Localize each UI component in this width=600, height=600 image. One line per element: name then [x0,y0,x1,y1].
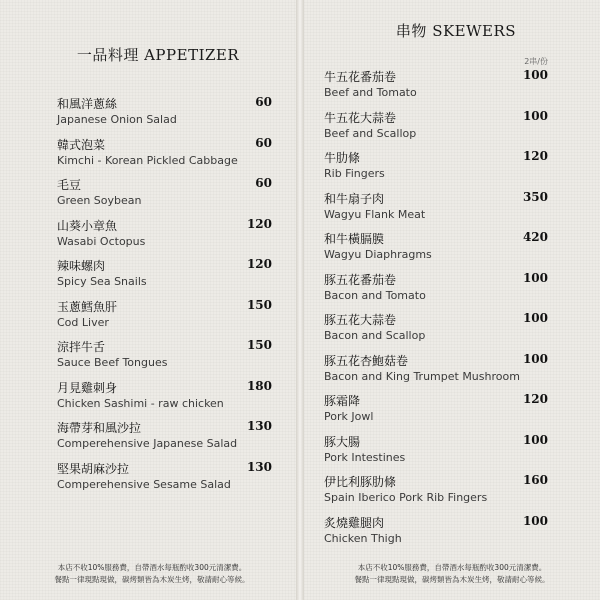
item-name-en: Rib Fingers [324,167,385,180]
menu-item [304,311,600,351]
item-price: 100 [522,311,548,325]
item-name-zh: 和風洋蔥絲 [57,97,118,111]
item-name-zh: 涼拌牛舌 [57,340,106,354]
item-name-en: Wagyu Flank Meat [324,207,426,221]
item-name-en: Kimchi - Korean Pickled Cabbage [57,153,238,167]
item-price: 130 [246,459,272,474]
menu-item [0,419,296,459]
item-name-zh: 堅果胡麻沙拉 [57,461,130,476]
book-gutter [296,0,304,600]
menu-item [0,176,296,216]
item-price: 130 [246,419,272,433]
item-price: 120 [246,257,272,271]
item-name-en: Green Soybean [57,194,142,207]
item-name-en: Wasabi Octopus [57,234,146,248]
footer-note [304,562,600,586]
item-name-en: Cod Liver [57,315,109,329]
item-name-zh: 山葵小章魚 [57,218,118,233]
menu-item [0,379,296,419]
item-name-en: Comperehensive Japanese Salad [57,437,238,450]
item-name-en: Bacon and Scallop [324,329,426,342]
menu-item [304,392,600,432]
item-price: 420 [522,230,548,244]
item-price: 120 [246,216,272,231]
appetizer-title: 一品料理 APPETIZER [76,46,240,64]
item-name-en: Comperehensive Sesame Salad [57,477,231,491]
item-price: 350 [522,189,548,204]
item-price: 150 [246,338,272,352]
item-name-zh: 韓式泡菜 [57,137,106,152]
item-price: 100 [522,351,548,366]
footer-line-2: 餐點一律現點現做，碳烤類皆為木炭生烤，敬請耐心等候。 [354,575,550,584]
item-name-zh: 牛五花番茄卷 [324,70,397,84]
item-price: 100 [522,68,548,82]
item-name-en: Sauce Beef Tongues [57,356,168,369]
footer-line-1: 本店不收10%服務費，自帶酒水每瓶酌收300元清潔費。 [57,563,247,572]
item-price: 60 [255,95,272,109]
item-price: 120 [522,149,548,163]
item-name-zh: 豚五花杏鮑菇卷 [324,353,409,368]
appetizer-page [0,0,296,600]
item-name-en: Pork Jowl [324,410,374,423]
menu-item [0,338,296,378]
menu-item [304,149,600,189]
skewers-title: 串物 SKEWERS [395,22,517,40]
menu-item [0,298,296,338]
item-price: 150 [246,297,272,312]
item-name-en: Bacon and Tomato [324,288,426,302]
item-name-en: Pork Intestines [324,450,406,464]
menu-item [304,190,600,230]
item-name-en: Spain Iberico Pork Rib Fingers [324,491,488,504]
menu-item [0,136,296,176]
item-name-en: Spicy Sea Snails [57,275,147,288]
item-price: 100 [522,108,548,123]
menu-item [304,352,600,392]
item-name-en: Beef and Scallop [324,126,417,140]
item-price: 60 [255,176,272,190]
item-name-zh: 豚五花番茄卷 [324,272,397,287]
item-name-zh: 玉蔥鱈魚肝 [57,299,118,314]
item-name-en: Chicken Thigh [324,531,402,545]
unit-note: 2串/份 [524,57,548,66]
item-price: 160 [522,473,548,487]
menu-item [304,109,600,149]
item-name-en: Bacon and King Trumpet Mushroom [324,369,520,383]
item-name-zh: 月見雞刺身 [57,380,118,395]
item-name-en: Wagyu Diaphragms [324,248,432,261]
item-name-zh: 牛五花大蒜卷 [324,110,397,125]
item-price: 100 [522,513,548,528]
menu-item [304,473,600,513]
item-name-en: Chicken Sashimi - raw chicken [57,396,224,410]
menu-item [304,68,600,108]
menu-item [304,271,600,311]
menu-item [304,230,600,270]
item-price: 120 [522,392,548,406]
menu-item [0,460,296,500]
item-name-zh: 辣味螺肉 [57,259,106,273]
item-price: 100 [522,432,548,447]
menu-item [304,433,600,473]
menu-item [304,514,600,554]
item-name-zh: 炙燒雞腿肉 [324,515,385,530]
item-price: 60 [255,135,272,150]
item-name-zh: 豚大腸 [324,434,361,449]
menu-item [0,257,296,297]
footer-line-1: 本店不收10%服務費，自帶酒水每瓶酌收300元清潔費。 [357,563,547,572]
item-name-zh: 和牛扇子肉 [324,191,385,206]
item-name-zh: 海帶芽和風沙拉 [57,421,142,435]
item-price: 100 [522,270,548,285]
item-name-zh: 牛肋條 [324,151,361,165]
menu-item [0,95,296,135]
item-name-zh: 豚五花大蒜卷 [324,313,397,327]
item-name-zh: 毛豆 [57,178,82,192]
item-name-zh: 豚霜降 [324,394,361,408]
item-name-zh: 和牛橫膈膜 [324,232,385,246]
footer-note [4,562,300,586]
menu-item [0,217,296,257]
item-price: 180 [246,378,272,393]
item-name-en: Beef and Tomato [324,86,417,99]
skewers-page [304,0,600,600]
item-name-en: Japanese Onion Salad [57,113,177,126]
footer-line-2: 餐點一律現點現做，碳烤類皆為木炭生烤，敬請耐心等候。 [54,575,250,584]
item-name-zh: 伊比利豚肋條 [324,475,397,489]
